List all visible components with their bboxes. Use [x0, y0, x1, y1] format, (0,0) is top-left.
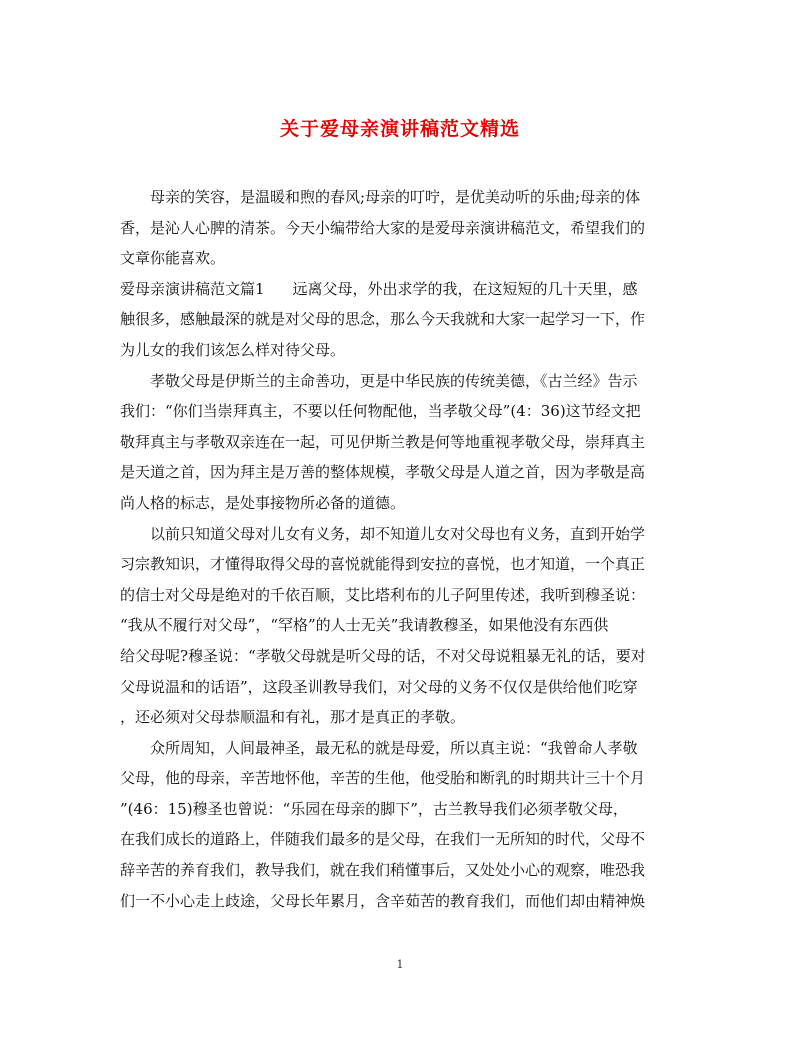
line-text: 的信士对父母是绝对的千依百顺，艾比塔利布的儿子阿里传述，我听到穆圣说：	[120, 585, 646, 604]
line-text: ，还必须对父母恭顺温和有礼，那才是真正的孝敬。	[120, 708, 466, 727]
line-text: 远离父母，外出求学的我，在这短短的几十天里，感	[292, 279, 638, 298]
line-text: 香，是沁人心脾的清茶。今天小编带给大家的是爱母亲演讲稿范文，希望我们的	[120, 218, 646, 237]
body-line	[120, 396, 680, 427]
line-text: 习宗教知识，才懂得取得父母的喜悦就能得到安拉的喜悦，也才知道，一个真正	[120, 555, 646, 574]
body-line	[120, 182, 680, 213]
document-title: 关于爱母亲演讲稿范文精选	[279, 118, 520, 140]
line-text: 为儿女的我们该怎么样对待父母。	[120, 340, 346, 359]
line-text: 是天道之首，因为拜主是万善的整体规模，孝敬父母是人道之首，因为孝敬是高	[120, 463, 646, 482]
line-text: 给父母呢?穆圣说：“孝敬父母就是听父母的话，不对父母说粗暴无礼的话，要对	[120, 646, 646, 665]
line-text: 父母说温和的话语”，这段圣训教导我们，对父母的义务不仅仅是供给他们吃穿	[120, 677, 638, 696]
page-number: 1	[396, 958, 404, 971]
line-text: 尚人格的标志，是处事接物所必备的道德。	[120, 493, 406, 512]
body-line	[120, 610, 680, 641]
line-text: 文章你能喜欢。	[120, 249, 226, 268]
body-line	[120, 243, 680, 274]
line-text: 触很多，感触最深的就是对父母的思念，那么今天我就和大家一起学习一下，作	[120, 310, 646, 329]
body-line	[120, 641, 680, 672]
body-line	[120, 213, 680, 244]
body-line	[120, 549, 680, 580]
line-text: ”(46：15)穆圣也曾说：“乐园在母亲的脚下”，古兰教导我们必须孝敬父母，	[120, 799, 628, 818]
body-line	[120, 457, 680, 488]
document-body	[120, 182, 680, 916]
body-line	[120, 855, 680, 886]
line-text: “我从不履行对父母”，“罕格”的人士无关”我请教穆圣，如果他没有东西供	[120, 616, 609, 635]
line-text: 孝敬父母是伊斯兰的主命善功，更是中华民族的传统美德，《古兰经》告示	[150, 371, 638, 390]
body-line	[120, 427, 680, 458]
body-line	[120, 886, 680, 917]
body-line	[120, 488, 680, 519]
line-text: 们一不小心走上歧途，父母长年累月，含辛茹苦的教育我们，而他们却由精神焕	[120, 891, 646, 910]
line-text: 母亲的笑容，是温暖和煦的春风;母亲的叮咛，是优美动听的乐曲;母亲的体	[150, 188, 641, 206]
line-text: 在我们成长的道路上，伴随我们最多的是父母，在我们一无所知的时代，父母不	[120, 830, 646, 849]
body-line	[120, 335, 680, 366]
body-line	[120, 580, 680, 611]
line-text: 父母，他的母亲，辛苦地怀他，辛苦的生他，他受胎和断乳的时期共计三十个月	[120, 769, 646, 788]
body-line	[120, 733, 680, 764]
line-text: 敬拜真主与孝敬双亲连在一起，可见伊斯兰教是何等地重视孝敬父母，崇拜真主	[120, 432, 646, 451]
line-text: 众所周知，人间最神圣，最无私的就是母爱，所以真主说：“我曾命人孝敬	[150, 738, 638, 757]
body-line	[120, 702, 680, 733]
line-text: 以前只知道父母对儿女有义务，却不知道儿女对父母也有义务，直到开始学	[150, 524, 646, 543]
section-heading: 爱母亲演讲稿范文篇1	[120, 279, 265, 298]
body-line	[120, 672, 680, 703]
body-line	[120, 824, 680, 855]
body-line	[120, 763, 680, 794]
body-line	[120, 274, 680, 305]
body-line	[120, 366, 680, 397]
line-text: 我们：“你们当崇拜真主，不要以任何物配他，当孝敬父母”(4：36)这节经文把	[120, 402, 641, 421]
body-line	[120, 304, 680, 335]
line-text: 辞辛苦的养育我们，教导我们，就在我们稍懂事后，又处处小心的观察，唯恐我	[120, 861, 646, 880]
body-line	[120, 519, 680, 550]
body-line	[120, 794, 680, 825]
